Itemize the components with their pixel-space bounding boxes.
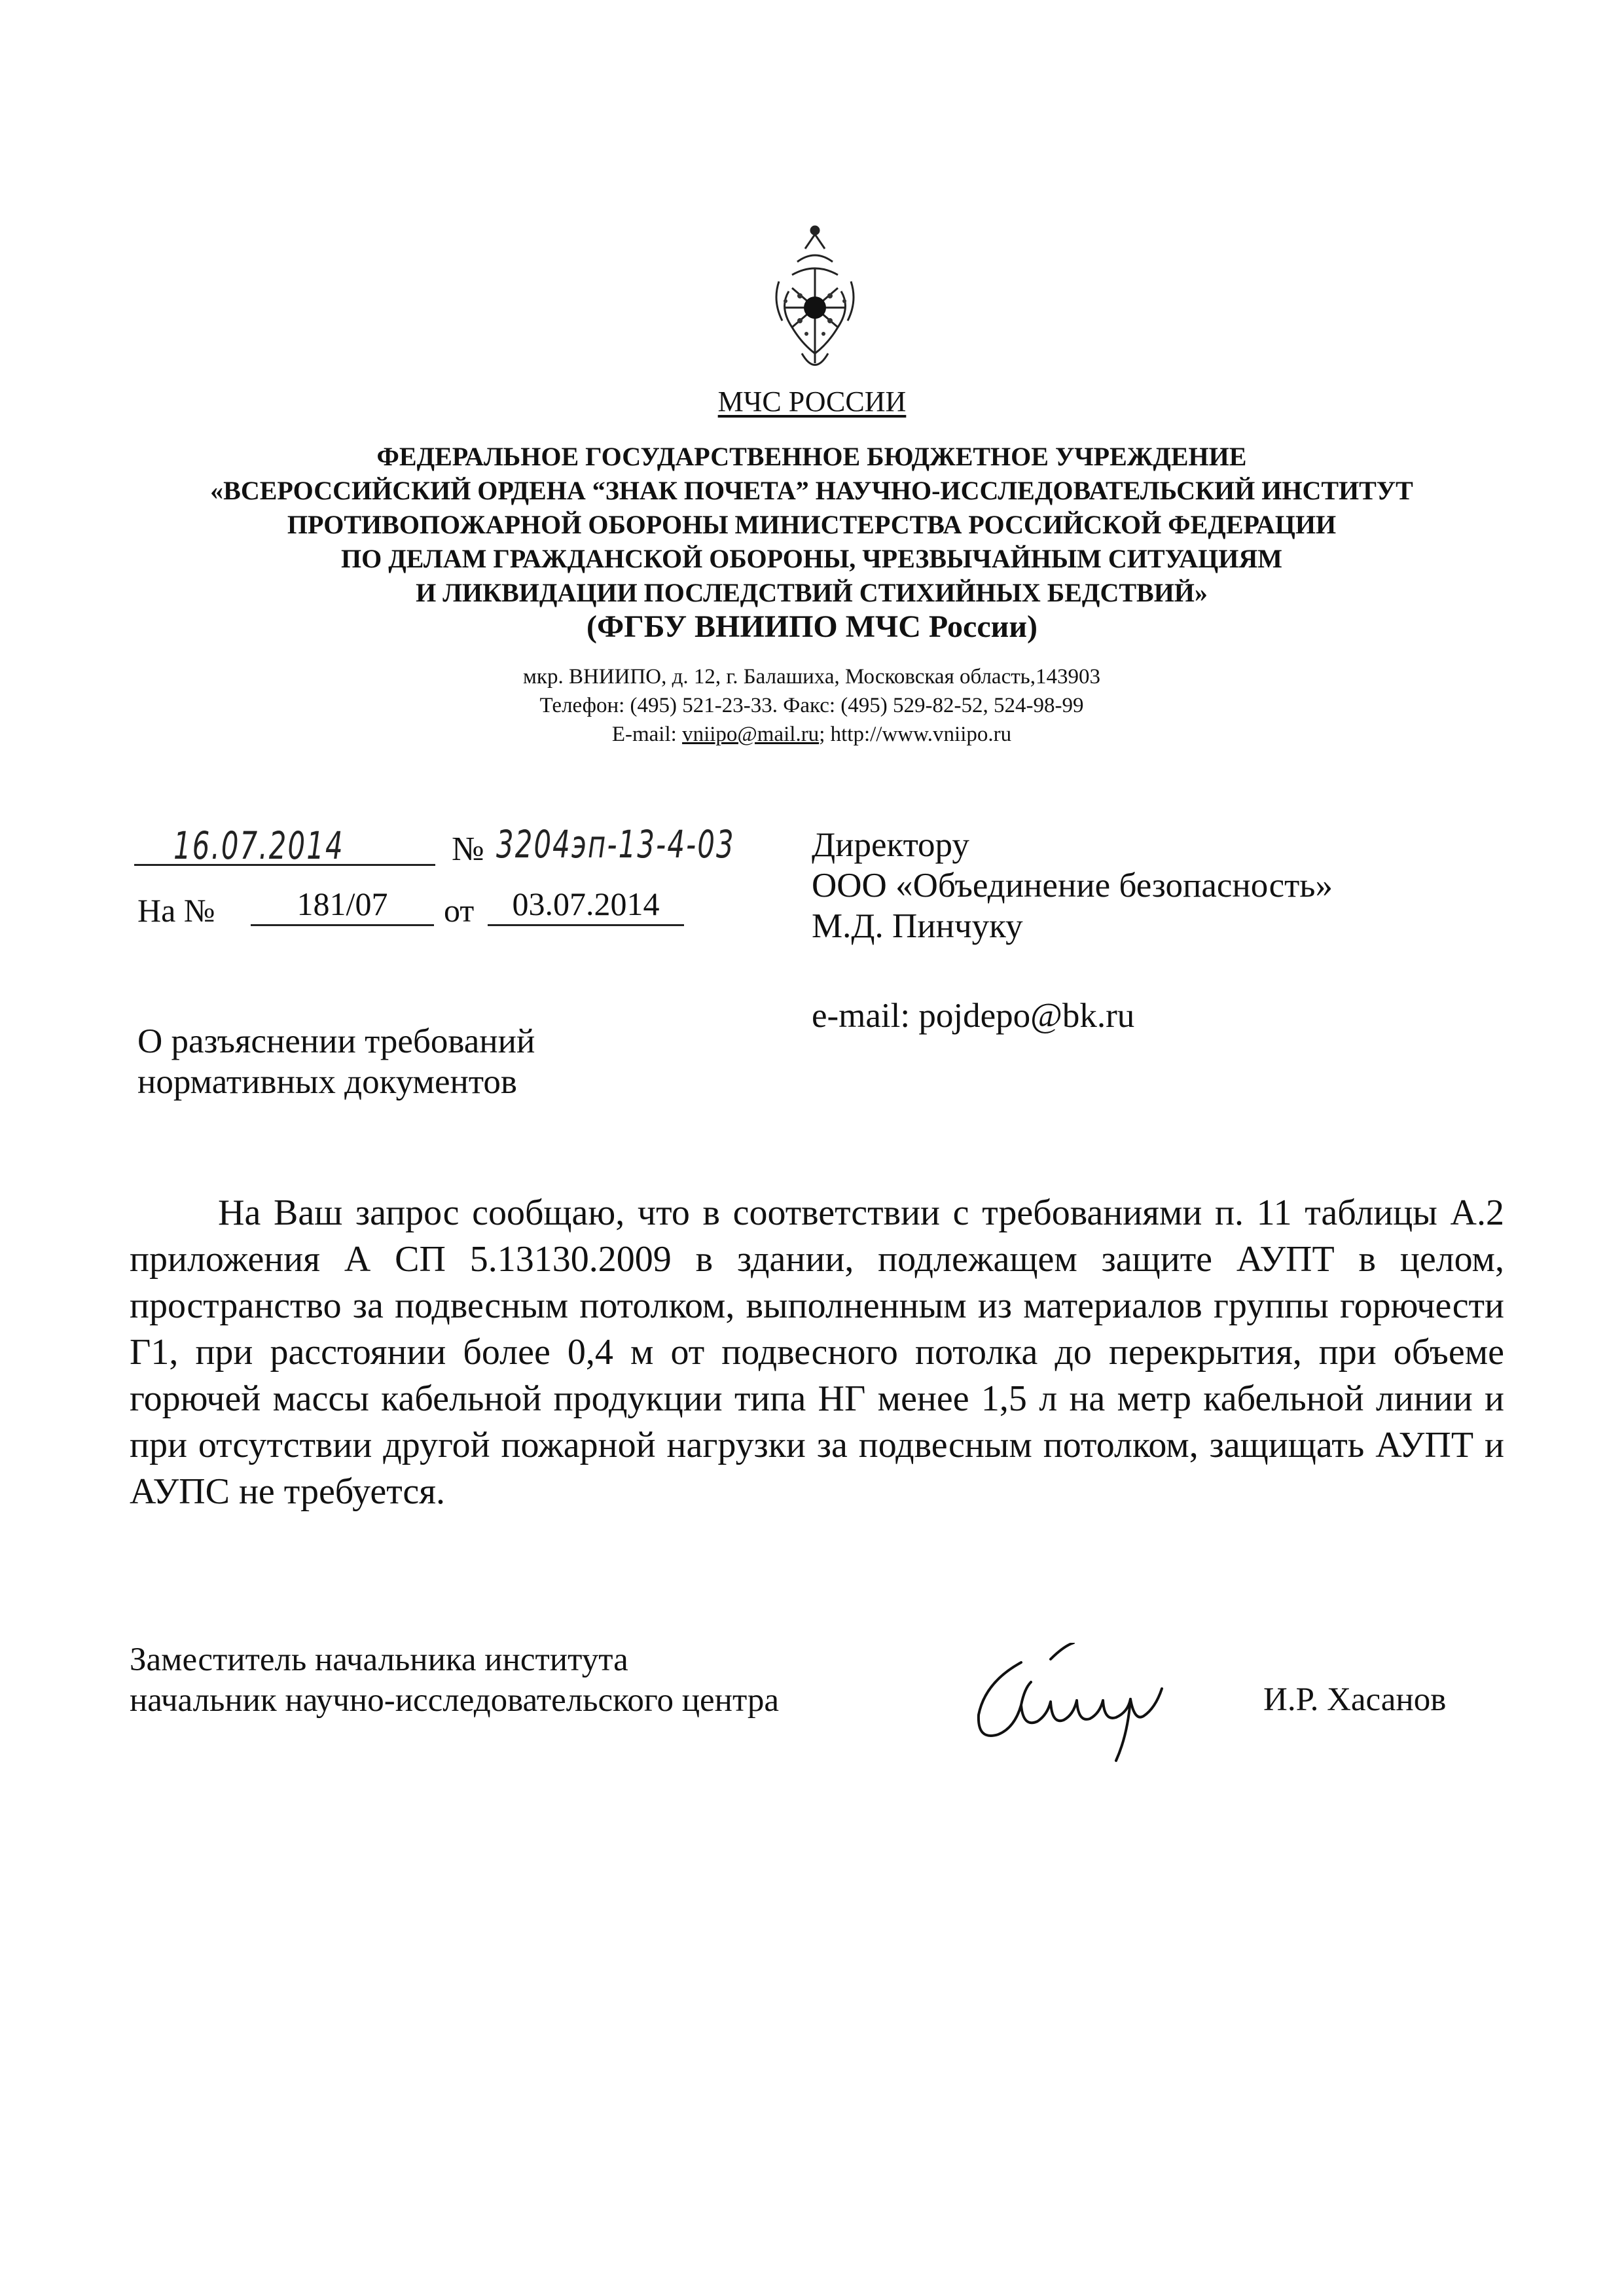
institution-line: ПРОТИВОПОЖАРНОЙ ОБОРОНЫ МИНИСТЕРСТВА РОССИЙСКОЙ ФЕДЕРАЦИИ — [287, 510, 1337, 539]
in-reply-label: На № — [137, 892, 215, 929]
institution-line: И ЛИКВИДАЦИИ ПОСЛЕДСТВИЙ СТИХИЙНЫХ БЕДСТВИЙ» — [416, 578, 1208, 607]
institution-line: ФЕДЕРАЛЬНОЕ ГОСУДАРСТВЕННОЕ БЮДЖЕТНОЕ УЧРЕЖДЕНИЕ — [376, 442, 1247, 471]
institution-name — [196, 440, 1427, 610]
subject-line: нормативных документов — [137, 1063, 517, 1101]
website-link[interactable]: http://www.vniipo.ru — [830, 723, 1012, 746]
recipient-email: e-mail: pojdepo@bk.ru — [812, 997, 1135, 1035]
number-label: № — [452, 831, 484, 868]
phones: Телефон: (495) 521-23-33. Факс: (495) 529-82-52, 524-98-99 — [539, 694, 1084, 717]
outgoing-date: 16.07.2014 — [173, 823, 344, 868]
in-reply-date: 03.07.2014 — [488, 885, 684, 926]
institution-line: «ВСЕРОССИЙСКИЙ ОРДЕНА “ЗНАК ПОЧЕТА” НАУЧНО-ИССЛЕДОВАТЕЛЬСКИЙ ИНСТИТУТ — [210, 476, 1413, 505]
agency-name: МЧС РОССИИ — [717, 386, 907, 418]
separator: ; — [819, 723, 831, 746]
institution-short-name: (ФГБУ ВНИИПО МЧС России) — [586, 609, 1038, 644]
outgoing-number: 3204эп-13-4-03 — [496, 822, 735, 867]
institute-email-link[interactable]: vniipo@mail.ru — [682, 723, 820, 746]
contacts-block — [196, 662, 1427, 749]
institution-line: ПО ДЕЛАМ ГРАЖДАНСКОЙ ОБОРОНЫ, ЧРЕЗВЫЧАЙНЫМ СИТУАЦИЯМ — [341, 544, 1282, 573]
signatory-name: И.Р. Хасанов — [1263, 1681, 1447, 1718]
address: мкр. ВНИИПО, д. 12, г. Балашиха, Московская область,143903 — [523, 665, 1100, 689]
recipient-line: Директору — [812, 826, 969, 864]
recipient-block — [812, 825, 1333, 946]
mchs-emblem-icon — [766, 223, 864, 380]
recipient-line: М.Д. Пинчуку — [812, 907, 1023, 945]
handwritten-signature-icon — [959, 1643, 1175, 1767]
subject-line: О разъяснении требований — [137, 1022, 535, 1060]
subject — [137, 1021, 535, 1102]
signatory-title-line: начальник научно-исследовательского центра — [130, 1682, 779, 1719]
in-reply-number: 181/07 — [251, 885, 434, 926]
email-web-line — [196, 720, 1427, 749]
from-label: от — [444, 892, 475, 929]
recipient-line: ООО «Объединение безопасность» — [812, 867, 1333, 905]
signatory-title — [130, 1640, 779, 1721]
email-label: E-mail: — [611, 723, 683, 746]
signatory-title-line: Заместитель начальника института — [130, 1641, 628, 1678]
letter-body: На Ваш запрос сообщаю, что в соответствии с требованиями п. 11 таблицы А.2 приложения А СП 5.13130.2009 в здании, подлежащем защите АУПТ в целом, пространство за подвесным потолком, выполненным из материалов группы горючести Г1, при расстоянии более 0,4 м от подвесного потолка до перекрытия, при объеме горючей массы кабельной продукции типа НГ менее 1,5 л на метр кабельной линии и при отсутствии другой пожарной нагрузки за подвесным потолком, защищать АУПТ и АУПС не требуется. — [130, 1193, 1504, 1512]
